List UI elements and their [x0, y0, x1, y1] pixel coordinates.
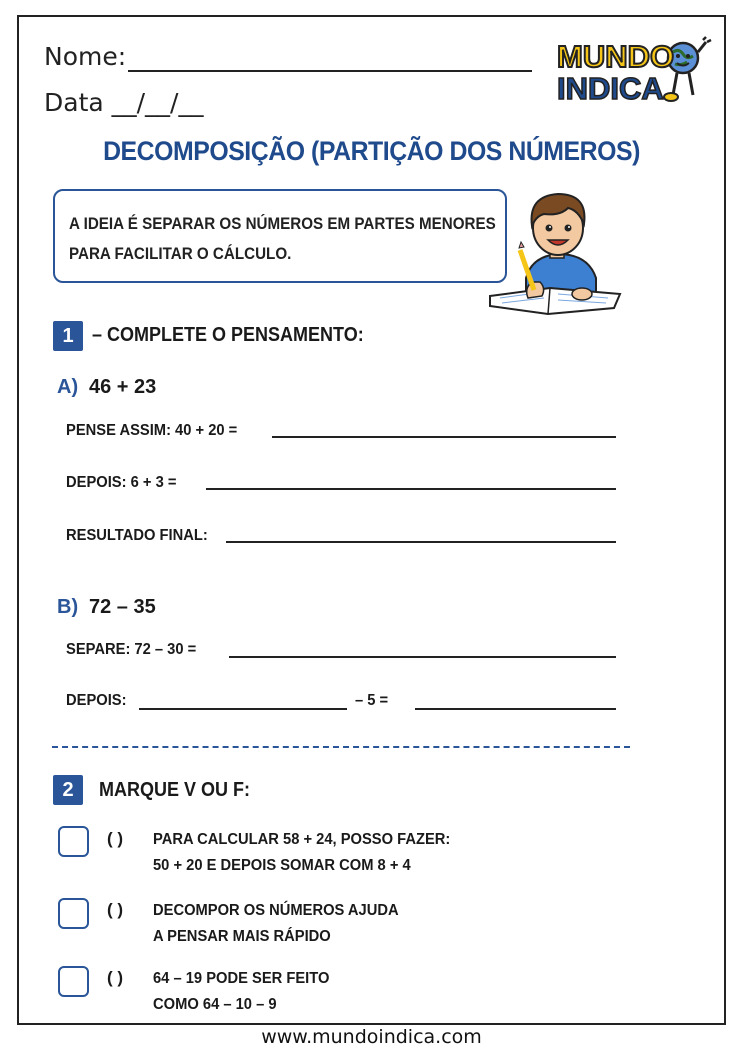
item-1-line-2: 50 + 20 E DEPOIS SOMAR COM 8 + 4: [153, 857, 411, 874]
mundo-indica-logo: [555, 36, 715, 108]
item-b-row-2-label: DEPOIS:: [66, 692, 127, 709]
item-a-row-3-label: RESULTADO FINAL:: [66, 527, 208, 544]
item-2-answer-parens[interactable]: ( ): [107, 900, 124, 919]
item-b-row-2-first-blank[interactable]: [139, 708, 347, 710]
item-a-row-3-answer-blank[interactable]: [226, 541, 616, 543]
item-1-checkbox[interactable]: [58, 826, 89, 857]
boy-writing-in-notebook-icon: [486, 182, 628, 320]
info-line-2: PARA FACILITAR O CÁLCULO.: [69, 245, 292, 263]
item-a-row-1-answer-blank[interactable]: [272, 436, 616, 438]
question-2-title: MARQUE V OU F:: [99, 779, 251, 801]
item-b-expression: 72 – 35: [89, 596, 156, 618]
item-1-line-1: PARA CALCULAR 58 + 24, POSSO FAZER:: [153, 831, 451, 848]
item-3-answer-parens[interactable]: ( ): [107, 968, 124, 987]
item-3-checkbox[interactable]: [58, 966, 89, 997]
item-b-row-2-second-blank[interactable]: [415, 708, 616, 710]
item-b-row-1-label: SEPARE: 72 – 30 =: [66, 641, 197, 658]
item-2-line-2: A PENSAR MAIS RÁPIDO: [153, 928, 331, 945]
footer-url[interactable]: www.mundoindica.com: [261, 1026, 482, 1048]
item-1-text: [153, 827, 450, 879]
item-2-checkbox[interactable]: [58, 898, 89, 929]
item-a-row-2-answer-blank[interactable]: [206, 488, 616, 490]
item-1-answer-parens[interactable]: ( ): [107, 829, 124, 848]
item-2-line-1: DECOMPOR OS NÚMEROS AJUDA: [153, 902, 399, 919]
question-1-title: – COMPLETE O PENSAMENTO:: [92, 324, 364, 346]
name-label: Nome:: [44, 42, 127, 71]
info-box: [53, 189, 507, 283]
item-a-letter: A): [57, 376, 79, 398]
name-field[interactable]: [128, 70, 532, 72]
item-b-row-1-answer-blank[interactable]: [229, 656, 616, 658]
item-a-row-2-label: DEPOIS: 6 + 3 =: [66, 474, 177, 491]
dashed-separator: [52, 746, 630, 748]
info-line-1: A IDEIA É SEPARAR OS NÚMEROS EM PARTES MENORES: [69, 215, 496, 233]
page-title: DECOMPOSIÇÃO (PARTIÇÃO DOS NÚMEROS): [103, 136, 640, 166]
item-a-row-1-label: PENSE ASSIM: 40 + 20 =: [66, 422, 238, 439]
logo-word-mundo: MUNDO: [557, 39, 675, 74]
logo-word-indica: INDICA: [557, 71, 664, 106]
question-1-number: 1: [53, 321, 83, 351]
item-b-row-2-middle: – 5 =: [355, 692, 389, 709]
info-text: [69, 209, 501, 269]
date-field[interactable]: Data __/__/__: [44, 88, 204, 117]
item-3-line-1: 64 – 19 PODE SER FEITO: [153, 970, 330, 987]
item-a-expression: 46 + 23: [89, 376, 157, 398]
item-2-text: [153, 898, 399, 950]
question-2-number: 2: [53, 775, 83, 805]
item-b-letter: B): [57, 596, 79, 618]
item-3-line-2: COMO 64 – 10 – 9: [153, 996, 277, 1013]
item-3-text: [153, 966, 329, 1018]
